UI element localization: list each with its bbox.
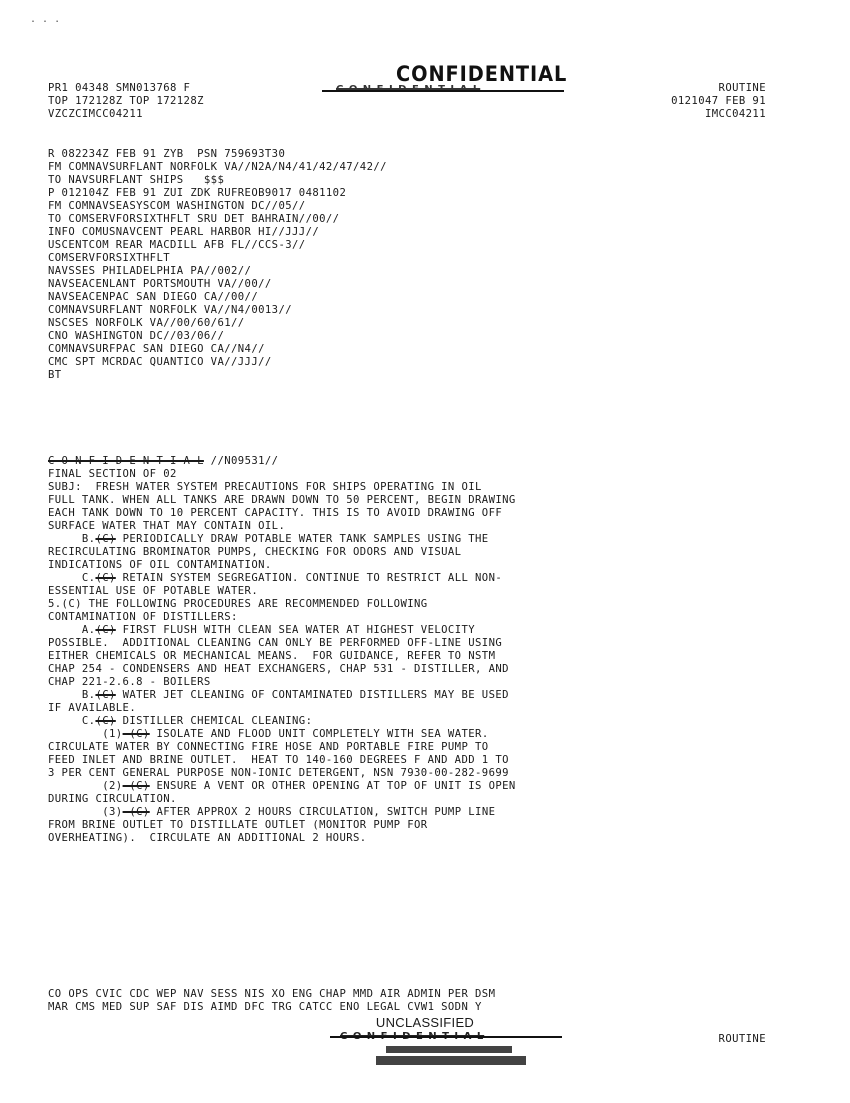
body-line [48,741,489,754]
routing-line: P 012104Z FEB 91 ZUI ZDK RUFREOB9017 0481102 [48,187,347,199]
routing-line: COMNAVSURFPAC SAN DIEGO CA//N4// [48,343,265,355]
line-text: POSSIBLE. ADDITIONAL CLEANING CAN ONLY BE PERFORMED OFF-LINE USING [48,637,503,649]
body-line [48,793,177,806]
routing-line: NAVSEACENLANT PORTSMOUTH VA//00// [48,278,272,290]
paragraph-marker: (2) [102,780,123,792]
bottom-stamp-smudge-2 [376,1056,526,1065]
body-line [48,598,428,611]
line-indent [48,715,82,727]
line-text: OVERHEATING). CIRCULATE AN ADDITIONAL 2 HOURS. [48,832,367,844]
line-text: FROM BRINE OUTLET TO DISTILLATE OUTLET (MONITOR PUMP FOR [48,819,428,831]
precedence-routine: ROUTINE [718,82,766,94]
body-line: EACH TANK DOWN TO 10 PERCENT CAPACITY. THIS IS TO AVOID DRAWING OFF [48,507,503,519]
paragraph-marker: C. [81,572,96,584]
body-line [48,728,489,741]
unclassified-marking: UNCLASSIFIED [375,1015,475,1030]
routing-line: NSCSES NORFOLK VA//00/60/61// [48,317,245,329]
body-line [48,611,238,624]
body-line [48,780,516,793]
body-line [48,533,489,546]
line-indent [48,806,102,818]
body-line [48,715,312,728]
struck-marking: (C) [122,780,150,792]
line-indent [48,533,82,545]
body-line [48,767,509,780]
line-text: PERIODICALLY DRAW POTABLE WATER TANK SAMPLES USING THE [115,533,489,545]
body-line [48,624,475,637]
body-line: SUBJ: FRESH WATER SYSTEM PRECAUTIONS FOR SHIPS OPERATING IN OIL [48,481,482,493]
body-line [48,585,258,598]
body-line [48,572,502,585]
struck-marking: (C) [95,533,116,545]
bottom-stamp-smudge-1 [386,1046,512,1053]
routing-line: FM COMNAVSURFLANT NORFOLK VA//N2A/N4/41/42/47/42// [48,161,387,173]
line-indent [48,572,82,584]
body-line [48,637,502,650]
routing-line: COMNAVSURFLANT NORFOLK VA//N4/0013// [48,304,293,316]
header-msg-id: IMCC04211 [704,108,766,120]
struck-marking: (C) [95,624,116,636]
confidential-stamp-top: CONFIDENTIAL [396,62,568,86]
distribution-line-1: CO OPS CVIC CDC WEP NAV SESS NIS XO ENG CHAP MMD AIR ADMIN PER DSM [48,988,496,1000]
line-text: CHAP 254 - CONDENSERS AND HEAT EXCHANGERS, CHAP 531 - DISTILLER, AND [48,663,509,675]
line-text: CHAP 221-2.6.8 - BOILERS [48,676,211,688]
line-text: FIRST FLUSH WITH CLEAN SEA WATER AT HIGHEST VELOCITY [115,624,476,636]
struck-marking: (C) [122,728,150,740]
routing-line: TO NAVSURFLANT SHIPS $$$ [48,174,225,186]
body-line [48,663,509,676]
line-text: ESSENTIAL USE OF POTABLE WATER. [48,585,259,597]
routing-line: NAVSEACENPAC SAN DIEGO CA//00// [48,291,259,303]
struck-marking: (C) [95,572,116,584]
line-text: IF AVAILABLE. [48,702,137,714]
struck-marking: (C) [95,689,116,701]
paragraph-marker: B. [81,689,96,701]
paragraph-marker: (3) [102,806,123,818]
struck-marking: (C) [95,715,116,727]
body-line [48,806,495,819]
body-line [48,650,495,663]
routing-line: TO COMSERVFORSIXTHFLT SRU DET BAHRAIN//00// [48,213,340,225]
routing-line: CMC SPT MCRDAC QUANTICO VA//JJJ// [48,356,272,368]
line-indent [48,624,82,636]
paragraph-marker: A. [81,624,96,636]
paragraph-marker: B. [81,533,96,545]
line-text: AFTER APPROX 2 HOURS CIRCULATION, SWITCH PUMP LINE [149,806,496,818]
body-line [48,546,461,559]
line-text: ISOLATE AND FLOOD UNIT COMPLETELY WITH SEA WATER. [149,728,489,740]
serial-number: //N09531// [203,455,279,467]
bottom-stamp-rule [330,1036,562,1038]
line-indent [48,728,102,740]
routing-line: NAVSSES PHILADELPHIA PA//002// [48,265,252,277]
routing-line: USCENTCOM REAR MACDILL AFB FL//CCS-3// [48,239,306,251]
header-dtg: 0121047 FEB 91 [671,95,766,107]
body-line [48,754,509,767]
routing-line: INFO COMUSNAVCENT PEARL HARBOR HI//JJJ// [48,226,320,238]
line-text: EITHER CHEMICALS OR MECHANICAL MEANS. FOR GUIDANCE, REFER TO NSTM [48,650,496,662]
paragraph-marker: C. [81,715,96,727]
line-text: DISTILLER CHEMICAL CLEANING: [115,715,313,727]
body-line: FINAL SECTION OF 02 [48,468,177,480]
routing-line: BT [48,369,62,381]
line-text: ENSURE A VENT OR OTHER OPENING AT TOP OF UNIT IS OPEN [149,780,516,792]
routing-line: COMSERVFORSIXTHFLT [48,252,171,264]
scan-specks: . . . [30,14,61,25]
body-line: FULL TANK. WHEN ALL TANKS ARE DRAWN DOWN TO 50 PERCENT, BEGIN DRAWING [48,494,516,506]
line-text: 3 PER CENT GENERAL PURPOSE NON-IONIC DETERGENT, NSN 7930-00-282-9699 [48,767,509,779]
top-stamp-rule [322,90,564,92]
body-line [48,832,367,845]
paragraph-marker: (1) [102,728,123,740]
line-text: INDICATIONS OF OIL CONTAMINATION. [48,559,272,571]
line-indent [48,689,82,701]
body-line: SURFACE WATER THAT MAY CONTAIN OIL. [48,520,286,532]
line-text: DURING CIRCULATION. [48,793,177,805]
struck-classification: C O N F I D E N T I A L [48,455,204,467]
line-text: FEED INLET AND BRINE OUTLET. HEAT TO 140-160 DEGREES F AND ADD 1 TO [48,754,509,766]
body-line [48,559,272,572]
line-indent [48,780,102,792]
routing-line: FM COMNAVSEASYSCOM WASHINGTON DC//05// [48,200,306,212]
header-line-1: PR1 04348 SMN013768 F [48,82,191,94]
line-text: CONTAMINATION OF DISTILLERS: [48,611,238,623]
struck-marking: (C) [122,806,150,818]
body-line [48,676,211,689]
routing-line: R 082234Z FEB 91 ZYB PSN 759693T30 [48,148,286,160]
header-line-2: TOP 172128Z TOP 172128Z [48,95,204,107]
line-text: CIRCULATE WATER BY CONNECTING FIRE HOSE AND PORTABLE FIRE PUMP TO [48,741,489,753]
header-line-3: VZCZCIMCC04211 [48,108,143,120]
precedence-routine-bottom: ROUTINE [718,1033,766,1045]
line-text: RETAIN SYSTEM SEGREGATION. CONTINUE TO RESTRICT ALL NON- [115,572,503,584]
body-line [48,819,428,832]
line-text: RECIRCULATING BROMINATOR PUMPS, CHECKING FOR ODORS AND VISUAL [48,546,462,558]
distribution-line-2: MAR CMS MED SUP SAF DIS AIMD DFC TRG CATCC ENO LEGAL CVW1 SODN Y [48,1001,482,1013]
routing-line: CNO WASHINGTON DC//03/06// [48,330,225,342]
line-text: WATER JET CLEANING OF CONTAMINATED DISTILLERS MAY BE USED [115,689,509,701]
classification-line [48,455,278,468]
body-line [48,702,136,715]
body-line [48,689,509,702]
line-text: 5.(C) THE FOLLOWING PROCEDURES ARE RECOMMENDED FOLLOWING [48,598,428,610]
